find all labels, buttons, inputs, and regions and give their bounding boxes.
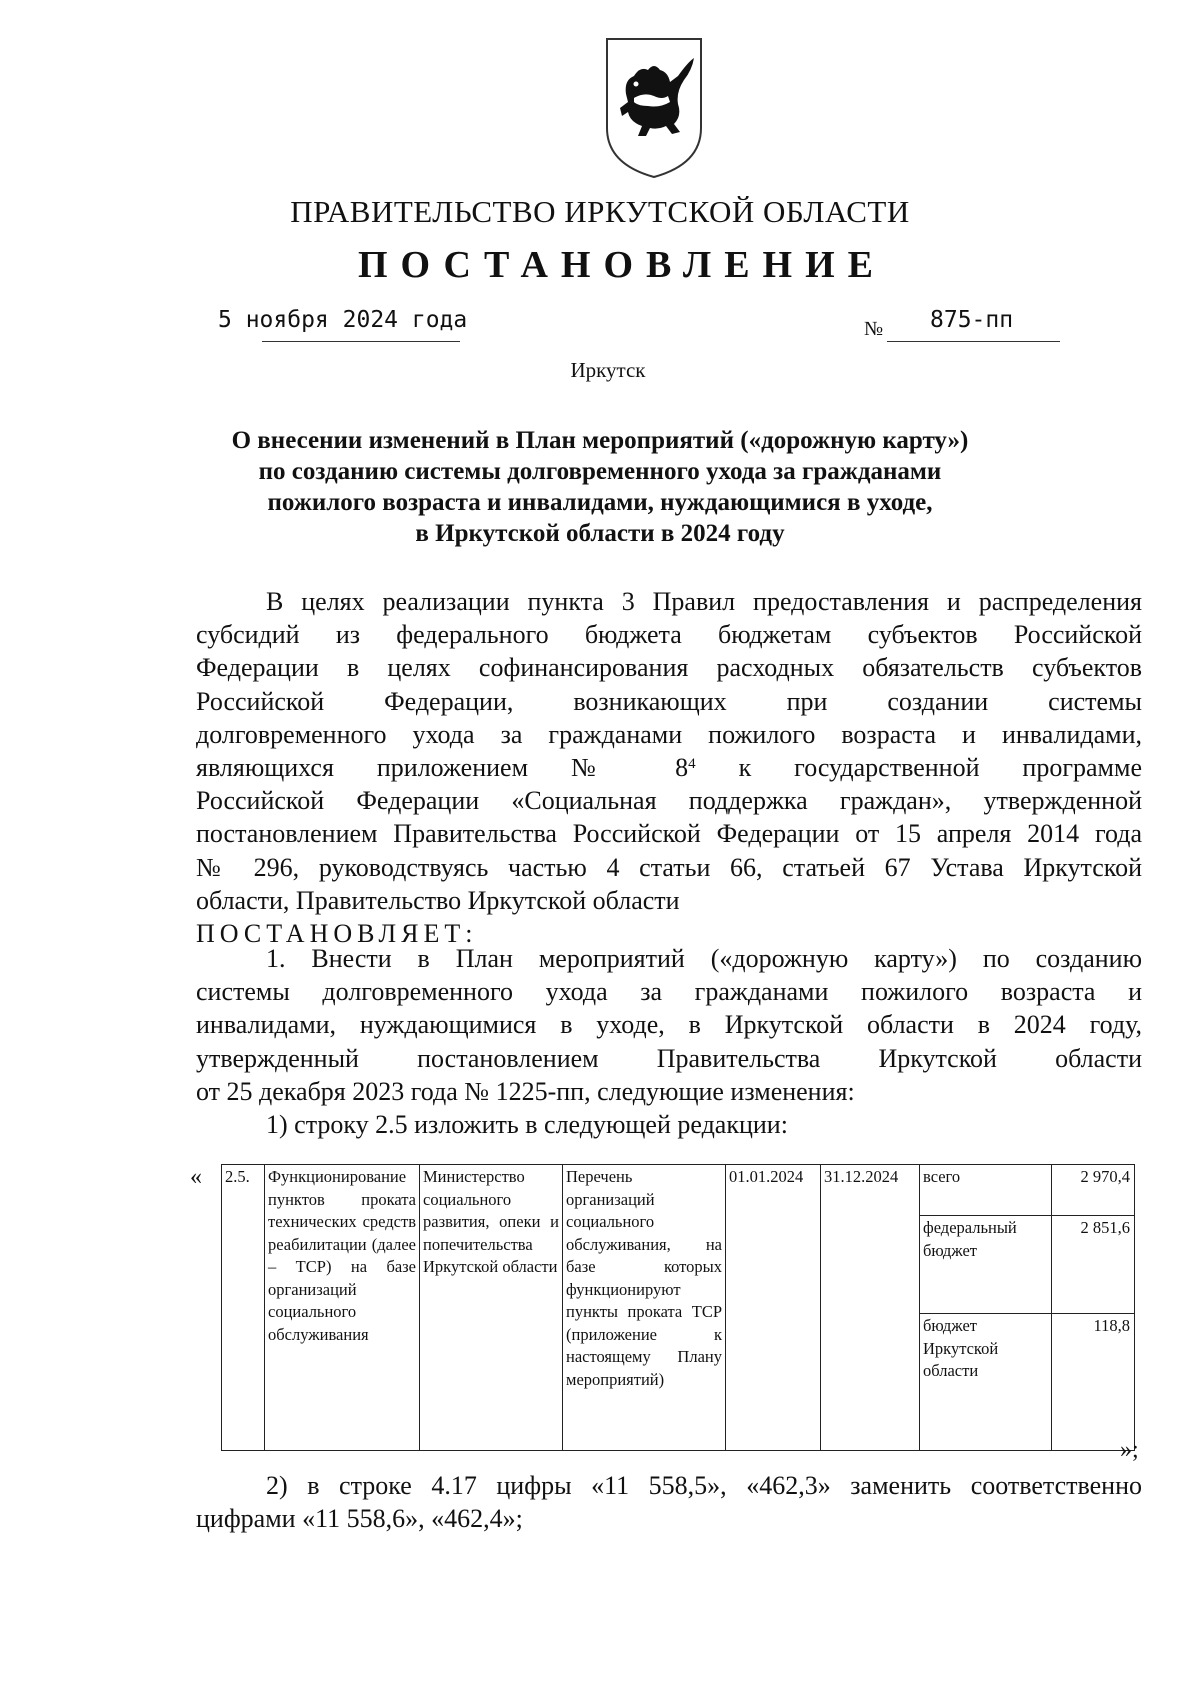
preamble-line: В целях реализации пункта 3 Правил предоставления и распределения [266, 587, 1142, 616]
document-city: Иркутск [570, 358, 646, 382]
item-line: утвержденный постановлением Правительства Иркутской области [196, 1043, 1142, 1073]
preamble-line: Российской Федерации, возникающих при создании системы [196, 686, 1142, 716]
opening-quote: « [190, 1164, 202, 1190]
resolves-word: ПОСТАНОВЛЯЕТ: [196, 919, 478, 949]
funding-row [920, 1165, 1134, 1216]
superscript: 4 [688, 756, 696, 773]
preamble-line [196, 751, 1142, 784]
item-1 [196, 942, 1142, 1141]
item-line: системы долговременного ухода за гражданами пожилого возраста и [196, 977, 1142, 1007]
funding-row [920, 1314, 1134, 1451]
government-name: ПРАВИТЕЛЬСТВО ИРКУТСКОЙ ОБЛАСТИ [290, 194, 910, 229]
number-underline [887, 341, 1060, 342]
title-line: О внесении изменений в План мероприятий («дорожную карту») [231, 427, 969, 454]
item-line: от 25 декабря 2023 года № 1225-пп, следующие изменения: [196, 1076, 855, 1106]
date-underline [262, 341, 460, 342]
preamble-line: долговременного ухода за гражданами пожилого возраста и инвалидами, [196, 719, 1142, 749]
row-number: 2.5. [222, 1165, 265, 1451]
title-line: пожилого возраста и инвалидами, нуждающимися в уходе, [267, 489, 933, 516]
funding-source: всего [920, 1165, 1052, 1216]
funding-source: федеральный бюджет [920, 1216, 1052, 1314]
item-line: инвалидами, нуждающимися в уходе, в Иркутской области в 2024 году, [196, 1010, 1142, 1040]
funding-source: бюджет Иркутской области [920, 1314, 1052, 1451]
subitem-2 [196, 1469, 1142, 1535]
item-line: 1. Внести в План мероприятий («дорожную карту») по созданию [266, 944, 1142, 973]
closing-quote: »; [1120, 1437, 1139, 1463]
title-line: по созданию системы долговременного ухода за гражданами [258, 458, 942, 485]
executor: Министерство социального развития, опеки и попечительства Иркутской области [420, 1165, 563, 1451]
number-sign: № [864, 318, 884, 340]
subitem-line: цифрами «11 558,6», «462,4»; [196, 1504, 523, 1534]
amendment-table [221, 1164, 1135, 1451]
document-number: 875-пп [930, 307, 1014, 333]
funding-amount: 2 851,6 [1052, 1216, 1135, 1314]
preamble-line: области, Правительство Иркутской области [196, 885, 680, 915]
preamble-line-part: к государственной программе [695, 753, 1142, 783]
start-date: 01.01.2024 [726, 1165, 821, 1451]
table-row [222, 1165, 1135, 1451]
funding-amount: 2 970,4 [1080, 1167, 1130, 1186]
document-type: ПОСТАНОВЛЕНИЕ [357, 244, 887, 286]
event-name: Функционирование пунктов проката технических средств реабилитации (далее – ТСР) на базе организаций социального обслуживания [265, 1165, 420, 1451]
irkutsk-coat-of-arms-icon [604, 36, 704, 180]
funding-amount: 118,8 [1052, 1314, 1135, 1451]
preamble [196, 585, 1142, 950]
title-line: в Иркутской области в 2024 году [415, 520, 785, 547]
funding-cell [920, 1165, 1135, 1451]
document-title [150, 425, 1050, 549]
preamble-line: Федерации в целях софинансирования расходных обязательств субъектов [196, 653, 1142, 683]
funding-row [920, 1216, 1134, 1314]
funding-table [920, 1165, 1134, 1450]
subitem-1: 1) строку 2.5 изложить в следующей редакции: [266, 1110, 788, 1140]
preamble-line: № 296, руководствуясь частью 4 статьи 66, статьей 67 Устава Иркутской [196, 852, 1142, 882]
expected-result: Перечень организаций социального обслуживания, на базе которых функционируют пункты проката ТСР (приложение к настоящему Плану мероприятий) [563, 1165, 726, 1451]
preamble-line: субсидий из федерального бюджета бюджетам субъектов Российской [196, 620, 1142, 650]
preamble-line-part: являющихся приложением № 8 [196, 753, 689, 783]
document-date: 5 ноября 2024 года [218, 307, 468, 333]
end-date: 31.12.2024 [821, 1165, 920, 1451]
preamble-line: постановлением Правительства Российской Федерации от 15 апреля 2014 года [196, 819, 1142, 849]
preamble-line: Российской Федерации «Социальная поддержка граждан», утвержденной [196, 786, 1142, 816]
subitem-line: 2) в строке 4.17 цифры «11 558,5», «462,3» заменить соответственно [266, 1471, 1142, 1500]
